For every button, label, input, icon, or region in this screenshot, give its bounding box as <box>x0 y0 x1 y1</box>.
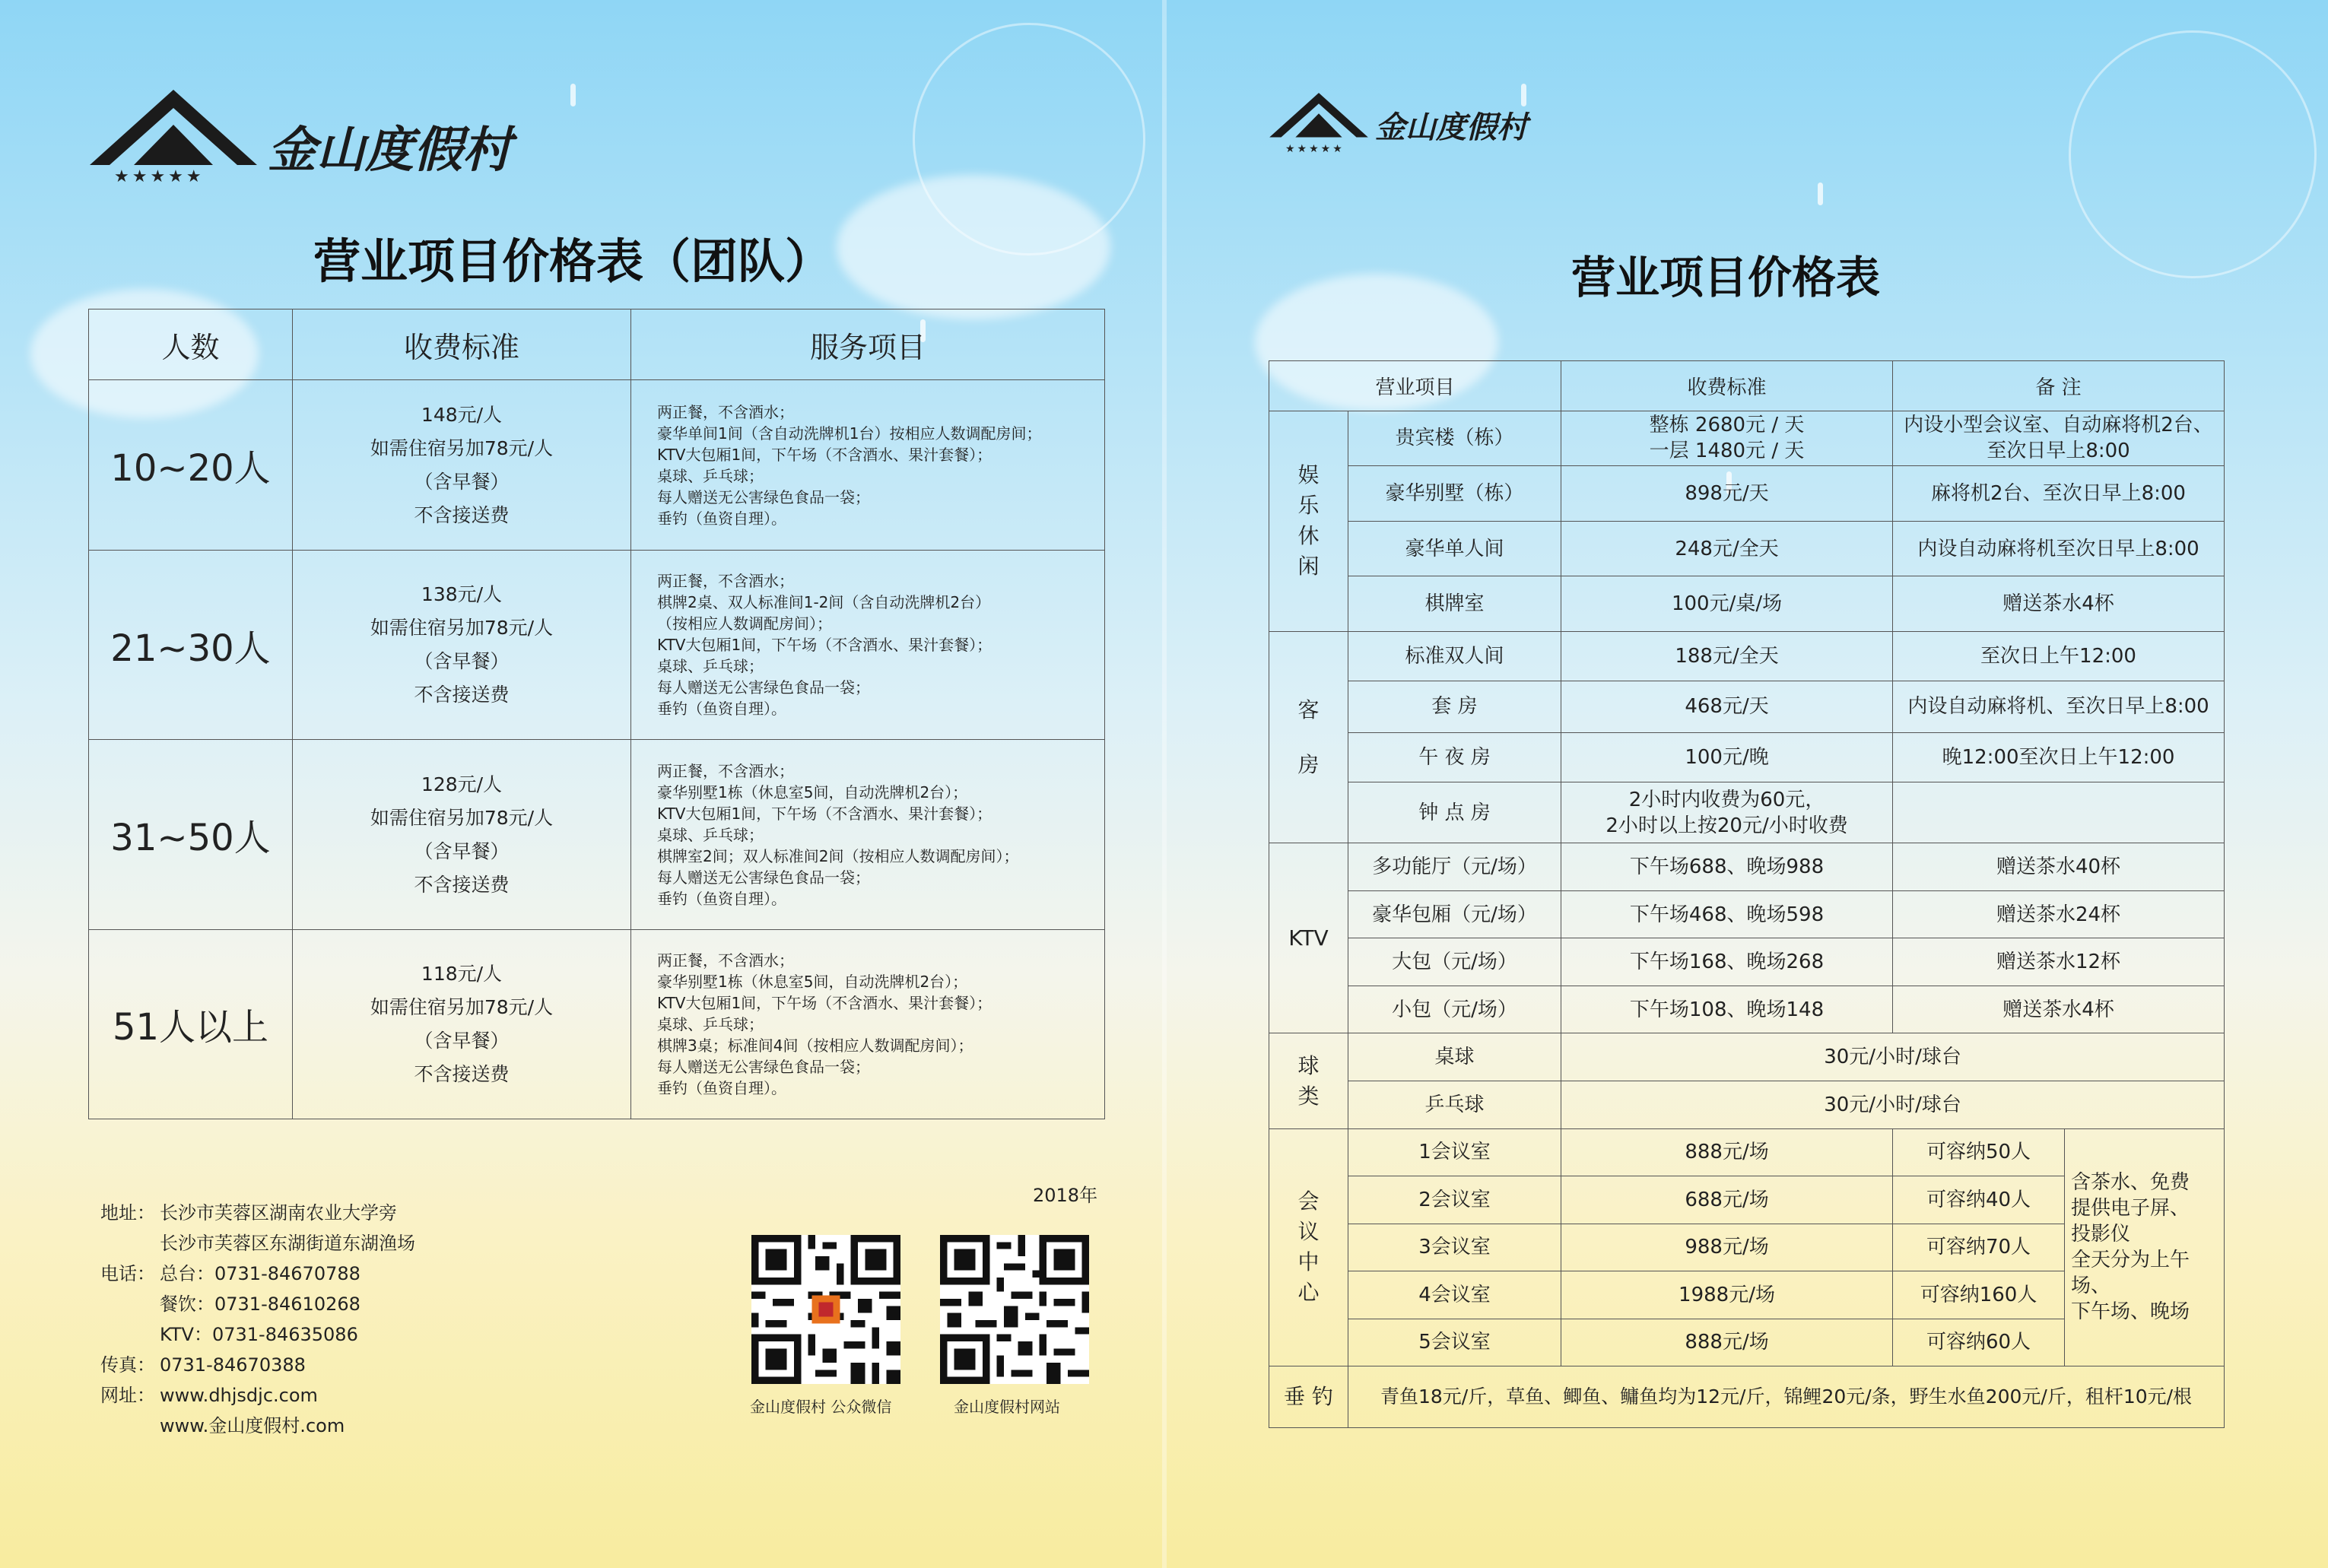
brand-name: 金山度假村 <box>268 122 511 179</box>
qr-caption: 金山度假村网站 <box>954 1398 1060 1416</box>
service-line: 豪华单间1间（含自动洗牌机1台）按相应人数调配房间； <box>657 424 1042 443</box>
table-row <box>1269 631 2225 681</box>
item-name: 豪华单人间 <box>1348 521 1561 576</box>
price-cell: 898元/天 <box>1561 466 1893 522</box>
contact-label: 传真： <box>100 1354 155 1376</box>
note-cell: 晚12:00至次日上午12:00 <box>1893 733 2225 782</box>
service-line: KTV大包厢1间，下午场（不含酒水、果汁套餐）； <box>657 445 992 464</box>
page-title: 营业项目价格表 <box>1571 252 1881 303</box>
contact-label: 网址： <box>100 1385 155 1406</box>
category-label: 娱乐休闲 <box>1297 462 1320 579</box>
price-line: 不含接送费 <box>414 873 510 896</box>
services-cell <box>631 740 1105 929</box>
item-name: 3会议室 <box>1348 1224 1561 1271</box>
note-line: 含茶水、免费 <box>2071 1171 2190 1195</box>
website-link[interactable]: www.dhjsdjc.com <box>160 1385 318 1406</box>
price-line: 不含接送费 <box>414 684 510 706</box>
contact-line <box>100 1411 415 1441</box>
price-cell: 下午场168、晚场268 <box>1561 938 1893 986</box>
year-label: 2018年 <box>1033 1185 1098 1206</box>
note-cell: 至次日上午12:00 <box>1893 631 2225 681</box>
category-entertainment <box>1269 411 1348 631</box>
price-line: （含早餐） <box>414 470 510 493</box>
roof-icon <box>88 85 259 192</box>
category-label: 会议中心 <box>1297 1189 1320 1306</box>
price-cell: 688元/场 <box>1561 1176 1893 1224</box>
price-line: 一层 1480元 / 天 <box>1649 440 1805 463</box>
category-meeting <box>1269 1128 1348 1366</box>
price-line: 如需住宿另加78元/人 <box>370 436 554 459</box>
contact-line <box>100 1350 415 1380</box>
contact-label <box>100 1228 160 1259</box>
item-name: 5会议室 <box>1348 1319 1561 1366</box>
price-cell <box>1561 782 1893 843</box>
table-row <box>1269 681 2225 733</box>
table-row <box>89 380 1105 551</box>
group-size: 10~20人 <box>89 380 293 551</box>
contact-label: 电话： <box>100 1263 155 1284</box>
item-name: 标准双人间 <box>1348 631 1561 681</box>
contact-label <box>100 1411 160 1441</box>
price-cell: 100元/晚 <box>1561 733 1893 782</box>
note-cell: 赠送茶水4杯 <box>1893 986 2225 1033</box>
item-name: 午 夜 房 <box>1348 733 1561 782</box>
note-line: 投影仪 <box>2071 1223 2131 1246</box>
service-line: 两正餐，不含酒水； <box>657 402 794 421</box>
service-line: 棋牌2桌、双人标准间1-2间（含自动洗牌机2台） <box>657 593 991 612</box>
halo-decoration <box>913 23 1145 256</box>
note-cell: 麻将机2台、至次日早上8:00 <box>1893 466 2225 522</box>
category-ktv: KTV <box>1269 843 1348 1033</box>
price-line: 2小时内收费为60元， <box>1628 788 1825 811</box>
price-cell: 188元/全天 <box>1561 631 1893 681</box>
price-cell: 248元/全天 <box>1561 521 1893 576</box>
price-cell: 888元/场 <box>1561 1128 1893 1176</box>
service-line: KTV大包厢1间，下午场（不含酒水、果汁套餐）； <box>657 636 992 655</box>
table-row <box>1269 1033 2225 1081</box>
price-line: 2小时以上按20元/小时收费 <box>1605 814 1848 837</box>
brand-logo <box>1269 90 1527 158</box>
group-size: 51人以上 <box>89 929 293 1119</box>
services-cell <box>631 380 1105 551</box>
capacity-cell: 可容纳60人 <box>1893 1319 2065 1366</box>
table-row <box>1269 1128 2225 1176</box>
table-row <box>1269 843 2225 891</box>
item-name: 贵宾楼（栋） <box>1348 411 1561 466</box>
price-cell: 988元/场 <box>1561 1224 1893 1271</box>
service-line: 两正餐，不含酒水； <box>657 761 794 780</box>
category-label: 客房 <box>1297 697 1320 777</box>
website-qr-code <box>940 1235 1089 1384</box>
contact-value: 餐饮：0731-84610268 <box>160 1293 360 1315</box>
price-line: （含早餐） <box>414 650 510 673</box>
service-line: 每人赠送无公害绿色食品一袋； <box>657 678 870 697</box>
price-line: 不含接送费 <box>414 1062 510 1085</box>
item-name: 大包（元/场） <box>1348 938 1561 986</box>
table-row <box>1269 466 2225 522</box>
service-line: 棋牌3桌；标准间4间（按相应人数调配房间）； <box>657 1036 973 1055</box>
price-line: 148元/人 <box>421 403 503 426</box>
group-size: 31~50人 <box>89 740 293 929</box>
contact-value: 长沙市芙蓉区东湖街道东湖渔场 <box>160 1233 415 1254</box>
price-line: 138元/人 <box>421 583 503 606</box>
price-line: 如需住宿另加78元/人 <box>370 617 554 640</box>
contact-line <box>100 1198 415 1228</box>
item-name: 小包（元/场） <box>1348 986 1561 1033</box>
contact-line <box>100 1259 415 1289</box>
service-line: KTV大包厢1间，下午场（不含酒水、果汁套餐）； <box>657 804 992 823</box>
note-cell <box>1893 782 2225 843</box>
services-cell <box>631 929 1105 1119</box>
qr-caption: 金山度假村 公众微信 <box>750 1398 892 1416</box>
service-line: 豪华别墅1栋（休息室5间，自动洗牌机2台）； <box>657 782 968 801</box>
group-price-table <box>88 309 1105 1119</box>
table-row <box>1269 576 2225 632</box>
price-line: 如需住宿另加78元/人 <box>370 806 554 829</box>
price-cell: 468元/天 <box>1561 681 1893 733</box>
item-name: 钟 点 房 <box>1348 782 1561 843</box>
price-cell <box>293 551 631 740</box>
header-count: 人数 <box>89 309 293 380</box>
price-line: （含早餐） <box>414 840 510 862</box>
price-cell: 下午场468、晚场598 <box>1561 890 1893 938</box>
service-line: 桌球、乒乓球； <box>657 825 764 844</box>
service-line: 桌球、乒乓球； <box>657 1014 764 1033</box>
item-name: 1会议室 <box>1348 1128 1561 1176</box>
category-ball <box>1269 1033 1348 1128</box>
price-line: 整栋 2680元 / 天 <box>1649 414 1805 437</box>
table-row <box>1269 938 2225 986</box>
brand-logo <box>88 85 511 192</box>
page-fold <box>1162 0 1167 1568</box>
price-cell: 30元/小时/球台 <box>1561 1033 2225 1081</box>
service-line: 桌球、乒乓球； <box>657 466 764 485</box>
item-name: 豪华包厢（元/场） <box>1348 890 1561 938</box>
note-line: 提供电子屏、 <box>2071 1197 2190 1220</box>
note-line: 至次日早上8:00 <box>1987 440 2130 463</box>
note-cell: 赠送茶水12杯 <box>1893 938 2225 986</box>
contact-label <box>100 1289 160 1319</box>
price-line: （含早餐） <box>414 1029 510 1052</box>
service-line: KTV大包厢1间，下午场（不含酒水、果汁套餐）； <box>657 993 992 1012</box>
price-table <box>1269 360 2225 1428</box>
raindrop-decoration <box>570 84 576 106</box>
table-header-row <box>89 309 1105 380</box>
price-line: 不含接送费 <box>414 503 510 526</box>
price-cell: 1988元/场 <box>1561 1271 1893 1319</box>
capacity-cell: 可容纳50人 <box>1893 1128 2065 1176</box>
page-title: 营业项目价格表（团队） <box>313 233 833 289</box>
table-row <box>89 929 1105 1119</box>
brand-stars: ★★★★★ <box>1285 143 1345 155</box>
brand-stars: ★★★★★ <box>114 167 205 186</box>
capacity-cell: 可容纳160人 <box>1893 1271 2065 1319</box>
price-cell: 下午场688、晚场988 <box>1561 843 1893 891</box>
raindrop-decoration <box>1818 183 1823 205</box>
note-cell: 赠送茶水40杯 <box>1893 843 2225 891</box>
service-line: 垂钓（鱼资自理）。 <box>657 509 786 528</box>
item-name: 乒乓球 <box>1348 1081 1561 1129</box>
note-line: 内设小型会议室、自动麻将机2台、 <box>1904 414 2213 437</box>
service-line: 垂钓（鱼资自理）。 <box>657 700 786 719</box>
service-line: 棋牌室2间；双人标准间2间（按相应人数调配房间）； <box>657 846 1019 865</box>
note-cell: 赠送茶水24杯 <box>1893 890 2225 938</box>
header-price: 收费标准 <box>1561 361 1893 411</box>
table-row <box>1269 1366 2225 1428</box>
contact-value: 总台：0731-84670788 <box>160 1263 360 1284</box>
contact-line <box>100 1289 415 1319</box>
table-row <box>89 740 1105 929</box>
item-name: 4会议室 <box>1348 1271 1561 1319</box>
item-name: 豪华别墅（栋） <box>1348 466 1561 522</box>
item-name: 多功能厅（元/场） <box>1348 843 1561 891</box>
item-name: 桌球 <box>1348 1033 1561 1081</box>
item-name: 棋牌室 <box>1348 576 1561 632</box>
note-line: 下午场、晚场 <box>2071 1300 2190 1324</box>
contact-line <box>100 1380 415 1411</box>
note-cell: 赠送茶水4杯 <box>1893 576 2225 632</box>
price-cell <box>1561 411 1893 466</box>
table-row <box>1269 890 2225 938</box>
service-line: 豪华别墅1栋（休息室5间，自动洗牌机2台）； <box>657 972 968 991</box>
table-row <box>1269 733 2225 782</box>
table-row <box>89 551 1105 740</box>
price-line: 128元/人 <box>421 773 503 795</box>
contact-label: 地址： <box>100 1202 155 1224</box>
service-line: 每人赠送无公害绿色食品一袋； <box>657 868 870 887</box>
service-line: 两正餐，不含酒水； <box>657 572 794 591</box>
category-label: 球类 <box>1297 1052 1320 1109</box>
capacity-cell: 可容纳70人 <box>1893 1224 2065 1271</box>
table-row <box>1269 521 2225 576</box>
header-services: 服务项目 <box>631 309 1105 380</box>
service-line: 垂钓（鱼资自理）。 <box>657 889 786 908</box>
fishing-price: 青鱼18元/斤，草鱼、鲫鱼、鳙鱼均为12元/斤，锦鲤20元/条，野生水鱼200元/斤，租杆10元/根 <box>1348 1366 2225 1428</box>
contact-line <box>100 1319 415 1350</box>
table-row <box>1269 986 2225 1033</box>
category-rooms <box>1269 631 1348 843</box>
service-line: 每人赠送无公害绿色食品一袋； <box>657 487 870 506</box>
service-line: （按相应人数调配房间）； <box>657 614 832 633</box>
group-size: 21~30人 <box>89 551 293 740</box>
note-cell: 内设自动麻将机、至次日早上8:00 <box>1893 681 2225 733</box>
table-row <box>1269 411 2225 466</box>
table-header-row <box>1269 361 2225 411</box>
price-cell <box>293 740 631 929</box>
price-cell <box>293 929 631 1119</box>
website-link[interactable]: www.金山度假村.com <box>160 1415 345 1436</box>
price-cell: 888元/场 <box>1561 1319 1893 1366</box>
service-line: 每人赠送无公害绿色食品一袋； <box>657 1057 870 1076</box>
header-item: 营业项目 <box>1269 361 1561 411</box>
price-cell: 100元/桌/场 <box>1561 576 1893 632</box>
halo-decoration <box>2069 30 2317 278</box>
item-name: 2会议室 <box>1348 1176 1561 1224</box>
service-line: 垂钓（鱼资自理）。 <box>657 1078 786 1097</box>
price-cell: 下午场108、晚场148 <box>1561 986 1893 1033</box>
contact-info <box>100 1198 415 1441</box>
note-cell: 内设自动麻将机至次日早上8:00 <box>1893 521 2225 576</box>
note-cell <box>1893 411 2225 466</box>
price-line: 118元/人 <box>421 962 503 985</box>
meeting-note <box>2065 1128 2225 1366</box>
price-cell <box>293 380 631 551</box>
contact-label <box>100 1319 160 1350</box>
price-line: 如需住宿另加78元/人 <box>370 995 554 1018</box>
header-price: 收费标准 <box>293 309 631 380</box>
note-line: 全天分为上午场、 <box>2071 1249 2190 1298</box>
item-name: 套 房 <box>1348 681 1561 733</box>
contact-value: 0731-84670388 <box>160 1354 306 1376</box>
category-fishing: 垂 钓 <box>1269 1366 1348 1428</box>
contact-value: 长沙市芙蓉区湖南农业大学旁 <box>160 1202 397 1224</box>
table-row <box>1269 1081 2225 1129</box>
contact-line <box>100 1228 415 1259</box>
service-line: 两正餐，不含酒水； <box>657 951 794 970</box>
brand-name: 金山度假村 <box>1375 110 1527 145</box>
contact-value: KTV：0731-84635086 <box>160 1324 358 1345</box>
capacity-cell: 可容纳40人 <box>1893 1176 2065 1224</box>
services-cell <box>631 551 1105 740</box>
service-line: 桌球、乒乓球； <box>657 657 764 676</box>
price-cell: 30元/小时/球台 <box>1561 1081 2225 1129</box>
wechat-qr-code <box>751 1235 900 1384</box>
header-note: 备 注 <box>1893 361 2225 411</box>
table-row <box>1269 782 2225 843</box>
roof-icon <box>1269 90 1369 158</box>
